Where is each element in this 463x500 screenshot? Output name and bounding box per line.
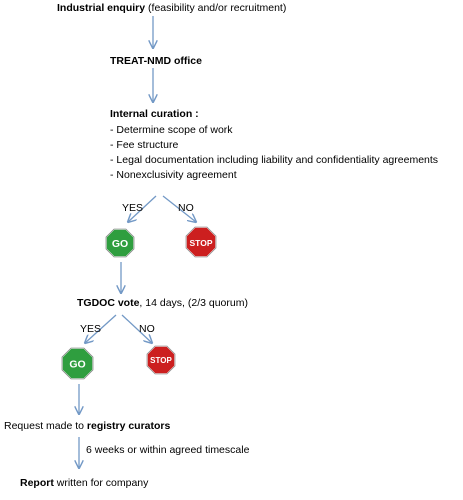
- step-report: [20, 477, 148, 490]
- branch1-no-label: NO: [178, 202, 194, 214]
- list-item: - Legal documentation including liability and confidentiality agreements: [110, 153, 438, 168]
- step-industrial-enquiry-title: Industrial enquiry: [57, 2, 146, 14]
- registry-request-text: Request made to: [4, 420, 87, 432]
- stop-sign-label: STOP: [189, 238, 213, 248]
- list-item: - Nonexclusivity agreement: [110, 168, 438, 183]
- stop-sign-label: STOP: [150, 356, 172, 365]
- step-internal-curation: [110, 108, 438, 183]
- internal-curation-heading: Internal curation :: [110, 108, 199, 120]
- branch1-yes-label: YES: [122, 202, 144, 214]
- go-sign-label: GO: [111, 238, 129, 250]
- tgdoc-vote-title: TGDOC vote: [77, 297, 140, 309]
- tgdoc-vote-note: , 14 days, (2/3 quorum): [139, 297, 248, 309]
- timescale-label: 6 weeks or within agreed timescale: [86, 444, 250, 456]
- registry-curators-label: registry curators: [86, 420, 171, 432]
- internal-curation-list: [110, 123, 438, 183]
- branch2-yes-label: YES: [80, 323, 102, 335]
- step-industrial-enquiry-note: (feasibility and/or recruitment): [145, 2, 287, 14]
- go-sign-icon: [62, 348, 93, 379]
- step-industrial-enquiry: [57, 2, 286, 15]
- report-note: written for company: [53, 477, 149, 489]
- step-registry-request: [4, 420, 170, 433]
- go-sign-icon: [106, 229, 134, 257]
- list-item: - Fee structure: [110, 138, 438, 153]
- report-title: Report: [20, 477, 54, 489]
- stop-sign-icon: [147, 346, 175, 374]
- branch2-no-label: NO: [139, 323, 155, 335]
- list-item: - Determine scope of work: [110, 123, 438, 138]
- step-treat-nmd-office: TREAT-NMD office: [110, 55, 202, 67]
- stop-sign-icon: [186, 227, 216, 257]
- go-sign-label: GO: [69, 358, 86, 371]
- step-tgdoc-vote: [77, 297, 248, 310]
